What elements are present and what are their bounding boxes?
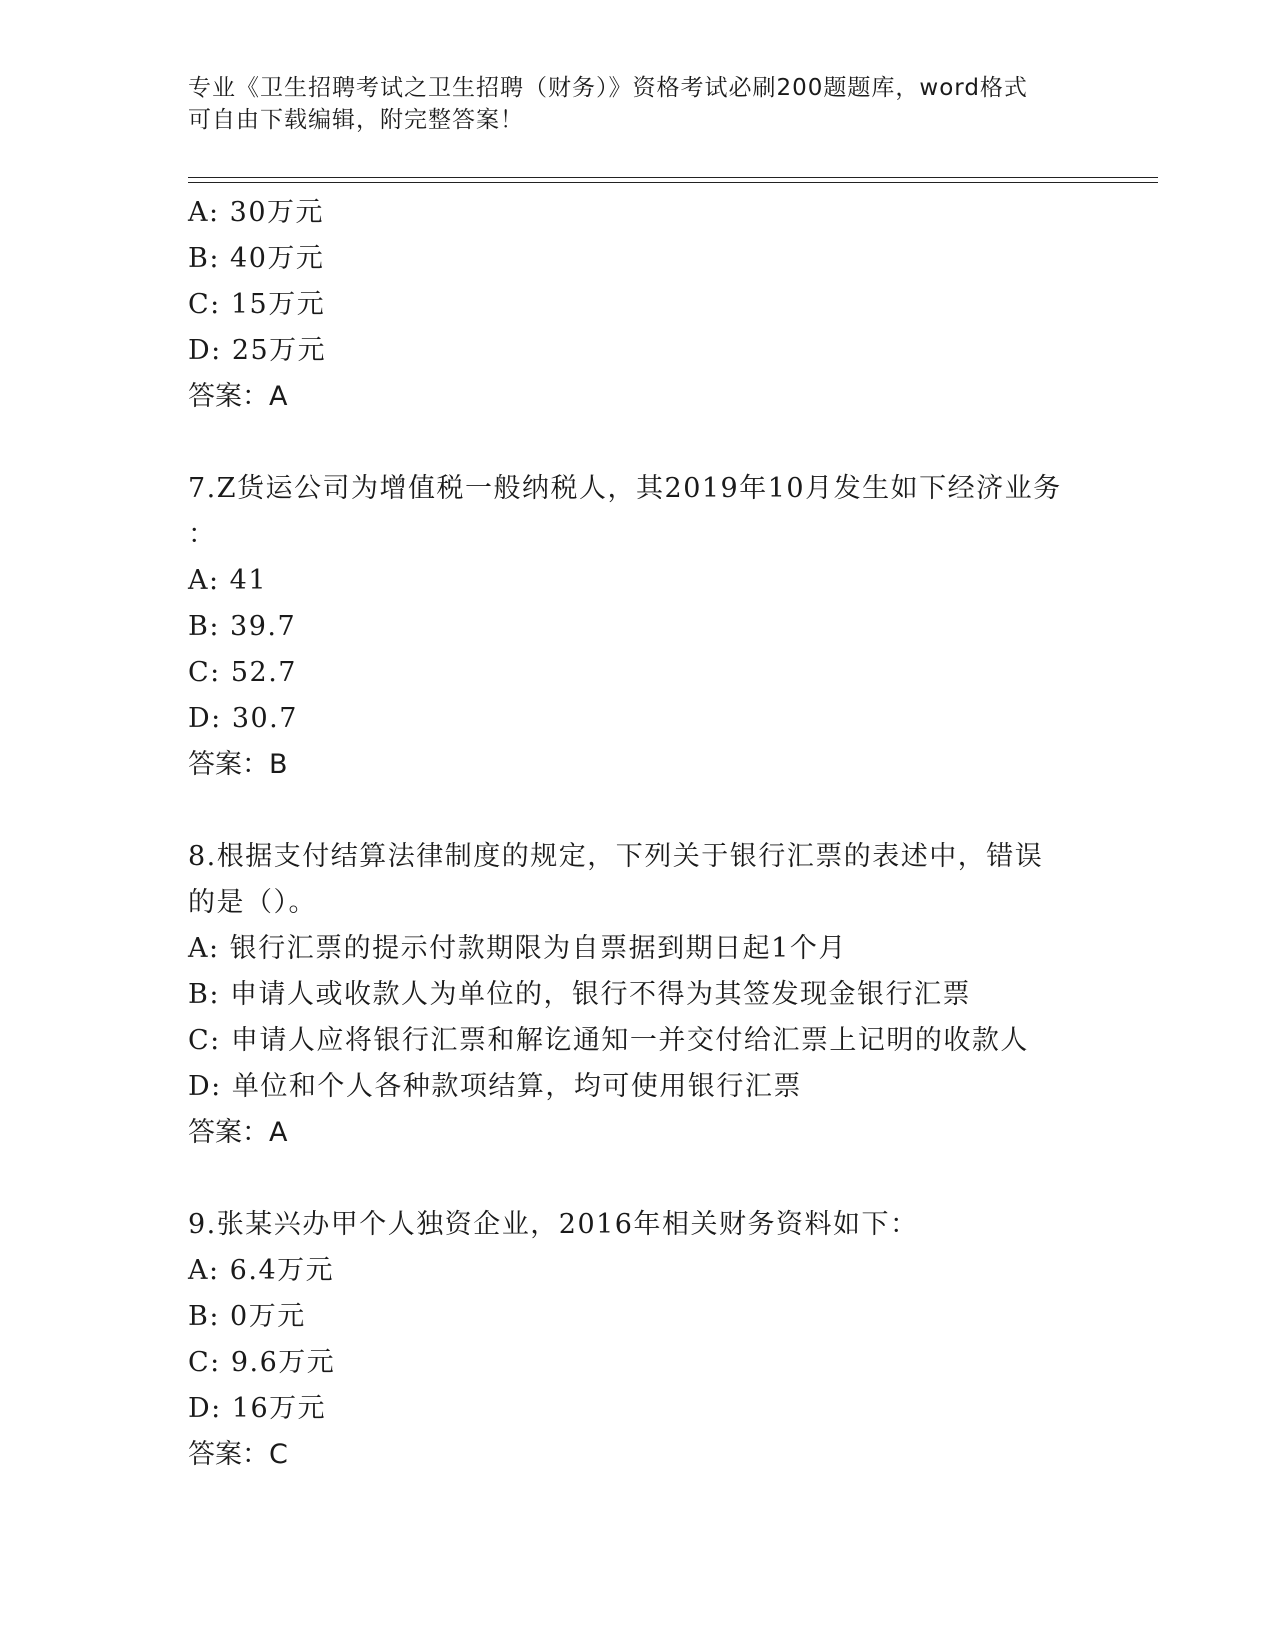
question-list bbox=[188, 190, 1188, 1478]
document-header bbox=[188, 72, 1088, 136]
question-stem-line-1: 9.张某兴办甲个人独资企业，2016年相关财务资料如下： bbox=[188, 1209, 919, 1240]
question-9 bbox=[188, 1202, 1188, 1478]
option-a: A: 41 bbox=[188, 565, 268, 596]
answer-line: 答案：C bbox=[188, 1439, 288, 1470]
option-b: B: 0万元 bbox=[188, 1301, 306, 1332]
option-c: C: 申请人应将银行汇票和解讫通知一并交付给汇票上记明的收款人 bbox=[188, 1025, 1029, 1056]
spacer bbox=[188, 788, 1188, 834]
option-a: A: 30万元 bbox=[188, 197, 325, 228]
question-stem-line-2: 的是（）。 bbox=[188, 887, 317, 918]
answer-line: 答案：B bbox=[188, 749, 288, 780]
header-divider-top bbox=[188, 177, 1158, 178]
header-divider-bottom bbox=[188, 182, 1158, 183]
question-stem-line-1: 7.Z货运公司为增值税一般纳税人，其2019年10月发生如下经济业务 bbox=[188, 473, 1062, 504]
question-8 bbox=[188, 834, 1188, 1156]
option-b: B: 40万元 bbox=[188, 243, 325, 274]
spacer bbox=[188, 1156, 1188, 1202]
option-d: D: 16万元 bbox=[188, 1393, 327, 1424]
question-stem-line-2: ： bbox=[188, 519, 217, 550]
question-stem-line-1: 8.根据支付结算法律制度的规定，下列关于银行汇票的表述中，错误 bbox=[188, 841, 1044, 872]
option-a: A: 银行汇票的提示付款期限为自票据到期日起1个月 bbox=[188, 933, 847, 964]
spacer bbox=[188, 420, 1188, 466]
option-d: D: 30.7 bbox=[188, 703, 298, 734]
option-b: B: 申请人或收款人为单位的，银行不得为其签发现金银行汇票 bbox=[188, 979, 972, 1010]
option-a: A: 6.4万元 bbox=[188, 1255, 335, 1286]
option-c: C: 52.7 bbox=[188, 657, 297, 688]
option-c: C: 15万元 bbox=[188, 289, 326, 320]
question-7 bbox=[188, 466, 1188, 788]
option-c: C: 9.6万元 bbox=[188, 1347, 336, 1378]
question-6 bbox=[188, 190, 1188, 420]
header-title-line-1: 专业《卫生招聘考试之卫生招聘（财务）》资格考试必刷200题题库，word格式 bbox=[188, 75, 1028, 101]
header-title-line-2: 可自由下载编辑，附完整答案！ bbox=[188, 107, 524, 133]
option-b: B: 39.7 bbox=[188, 611, 297, 642]
option-d: D: 25万元 bbox=[188, 335, 327, 366]
answer-line: 答案：A bbox=[188, 381, 288, 412]
answer-line: 答案：A bbox=[188, 1117, 288, 1148]
option-d: D: 单位和个人各种款项结算，均可使用银行汇票 bbox=[188, 1071, 802, 1102]
